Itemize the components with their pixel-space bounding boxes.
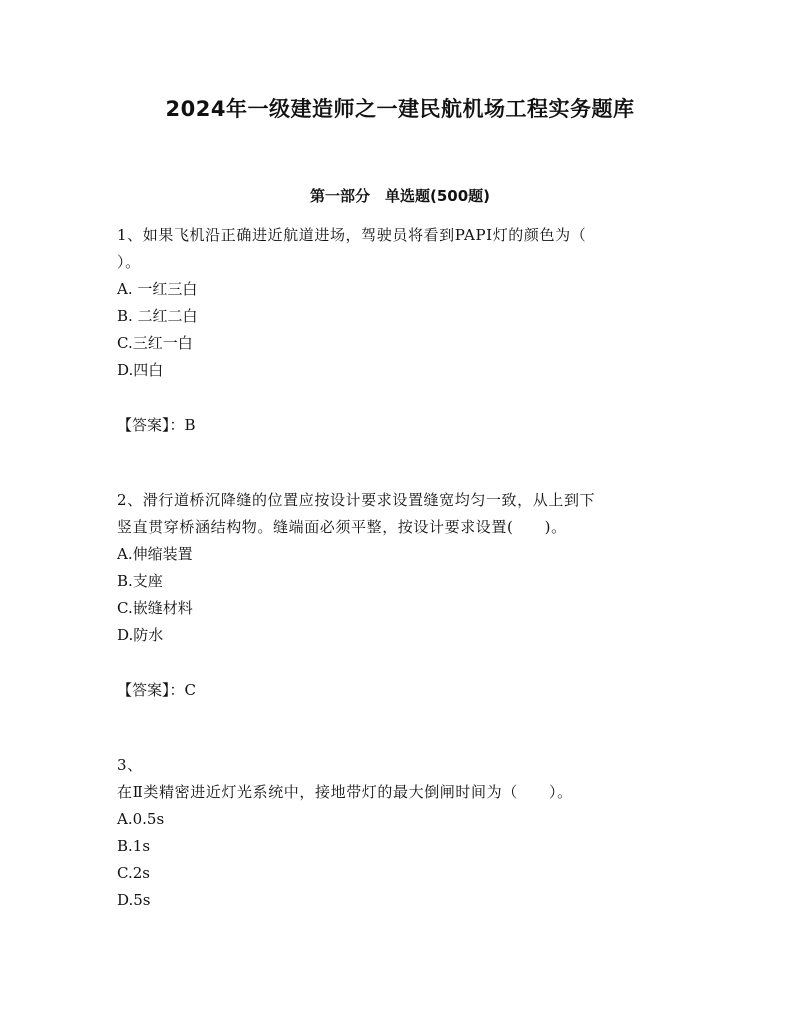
question-stem-line: 2、滑行道桥沉降缝的位置应按设计要求设置缝宽均匀一致，从上到下 xyxy=(117,491,596,509)
option-c: C.2s xyxy=(117,864,150,882)
option-b: B.1s xyxy=(117,837,151,855)
question-list xyxy=(117,222,687,962)
answer-label: 【答案】： xyxy=(117,416,185,434)
document-title: 2024年一级建造师之一建民航机场工程实务题库 xyxy=(165,97,635,121)
question-2 xyxy=(117,487,687,704)
option-b: B. 二红二白 xyxy=(117,307,198,325)
question-3 xyxy=(117,752,687,914)
option-a: A.伸缩装置 xyxy=(117,545,193,563)
question-stem-line: 1、如果飞机沿正确进近航道进场，驾驶员将看到PAPI灯的颜色为（ xyxy=(117,226,587,244)
question-1 xyxy=(117,222,687,439)
option-a: A.0.5s xyxy=(117,810,165,828)
question-stem-line: ）。 xyxy=(117,253,141,271)
question-stem-line: 竖直贯穿桥涵结构物。缝端面必须平整，按设计要求设置( )。 xyxy=(117,518,567,536)
answer-line xyxy=(117,677,687,704)
option-d: D.防水 xyxy=(117,626,164,644)
answer-label: 【答案】： xyxy=(117,681,185,699)
question-stem xyxy=(117,487,687,541)
answer-value: C xyxy=(184,681,196,699)
section-heading: 第一部分 单选题(500题) xyxy=(309,187,491,205)
question-stem xyxy=(117,222,687,276)
question-stem xyxy=(117,752,687,806)
option-c: C.嵌缝材料 xyxy=(117,599,193,617)
question-stem-line: 在Ⅱ类精密进近灯光系统中，接地带灯的最大倒闸时间为（ ）。 xyxy=(117,783,573,801)
question-stem-line: 3、 xyxy=(117,756,143,774)
option-a: A. 一红三白 xyxy=(117,280,198,298)
answer-line xyxy=(117,412,687,439)
option-d: D.5s xyxy=(117,891,151,909)
option-c: C.三红一白 xyxy=(117,334,193,352)
option-d: D.四白 xyxy=(117,361,164,379)
option-b: B.支座 xyxy=(117,572,163,590)
answer-value: B xyxy=(184,416,196,434)
